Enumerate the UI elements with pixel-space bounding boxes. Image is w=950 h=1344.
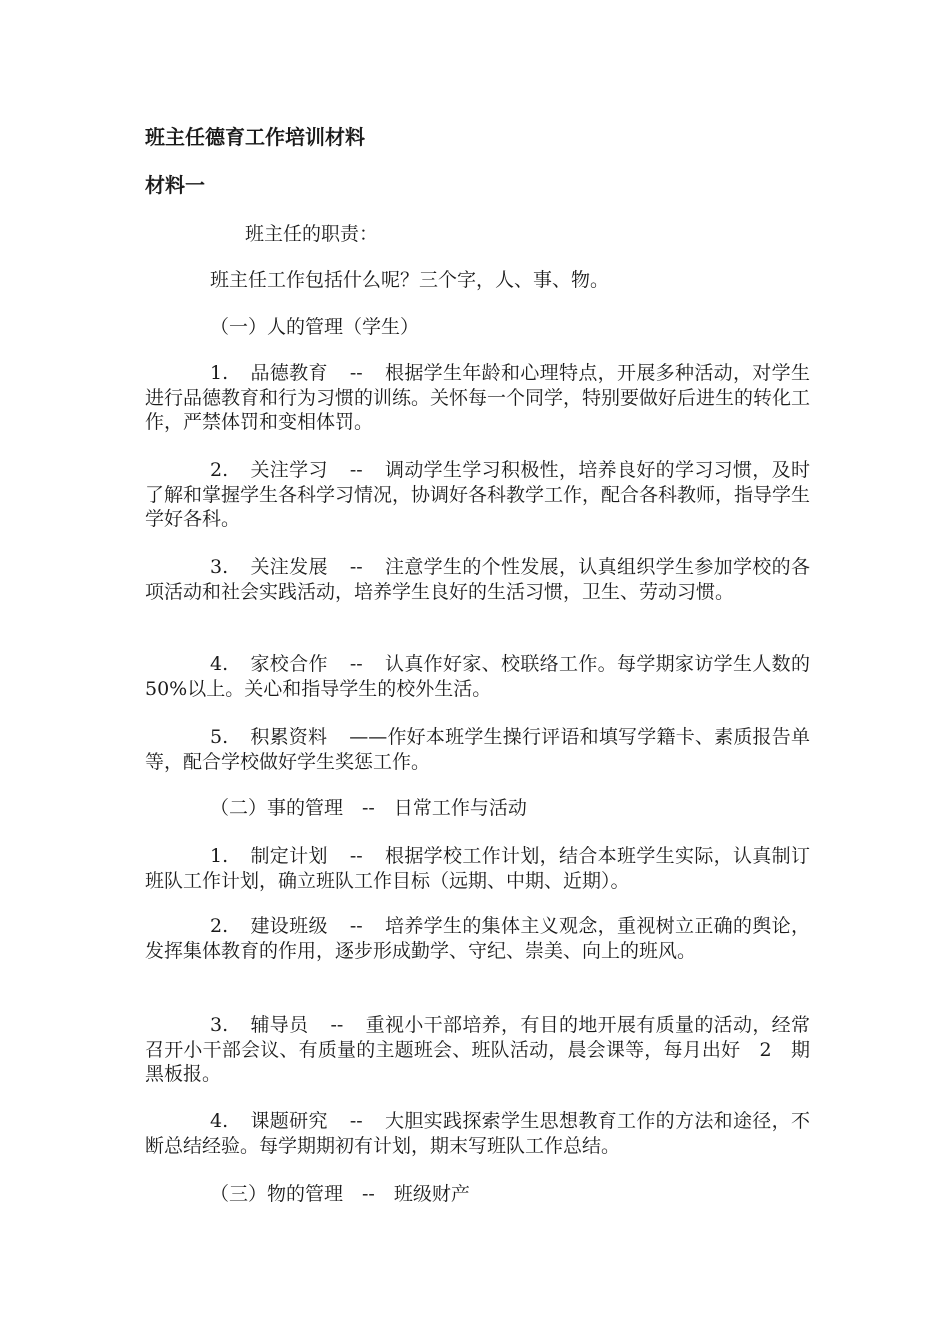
item-separator: -- [349,459,363,481]
list-item [145,652,829,701]
item-number: 5. [210,726,229,748]
list-item [145,1109,810,1158]
item-number: 1. [210,845,229,867]
item-separator: -- [349,362,363,384]
intro-line: 班主任的职责： [245,223,379,245]
item-text: 认真作好家、校联络工作。每学期家访学生人数的 50%以上。关心和指导学生的校外生活。 [145,653,829,700]
item-heading: 家校合作 [250,653,328,675]
document-title: 班主任德育工作培训材料 [145,125,365,149]
item-text: 根据学校工作计划，结合本班学生实际，认真制订班队工作计划，确立班队工作目标（远期、中期、近期）。 [145,845,810,892]
item-separator: -- [349,556,363,578]
list-item [145,1013,810,1087]
item-separator: -- [349,845,363,867]
list-item [145,725,810,774]
item-number: 3. [210,1014,229,1036]
item-text: 注意学生的个性发展，认真组织学生参加学校的各项活动和社会实践活动，培养学生良好的生活习惯，卫生、劳动习惯。 [145,556,810,603]
item-number: 4. [210,653,229,675]
section-heading: （一）人的管理（学生） [210,316,420,338]
list-item [145,555,810,604]
section-heading: （三）物的管理 -- 班级财产 [210,1183,470,1205]
item-number: 1. [210,362,229,384]
item-separator: -- [330,1014,344,1036]
item-text: 大胆实践探索学生思想教育工作的方法和途径，不断总结经验。每学期期初有计划，期末写班队工作总结。 [145,1110,810,1157]
item-number: 2. [210,459,229,481]
list-item [145,458,810,532]
item-heading: 关注学习 [250,459,328,481]
item-heading: 品德教育 [250,362,328,384]
item-heading: 积累资料 [250,726,328,748]
item-text: 重视小干部培养，有目的地开展有质量的活动，经常召开小干部会议、有质量的主题班会、班队活动，晨会课等，每月出好 2 期黑板报。 [145,1014,810,1085]
item-heading: 辅导员 [250,1014,309,1036]
item-text: 调动学生学习积极性，培养良好的学习习惯，及时了解和掌握学生各科学习情况，协调好各科教学工作，配合各科教师，指导学生学好各科。 [145,459,811,530]
item-text: 根据学生年龄和心理特点，开展多种活动，对学生进行品德教育和行为习惯的训练。关怀每一个同学，特别要做好后进生的转化工作，严禁体罚和变相体罚。 [145,362,811,433]
list-item [145,361,810,435]
item-heading: 建设班级 [250,915,328,937]
item-number: 4. [210,1110,229,1132]
list-item [145,914,810,963]
item-heading: 制定计划 [250,845,328,867]
item-heading: 关注发展 [250,556,328,578]
item-number: 3. [210,556,229,578]
summary-line: 班主任工作包括什么呢？三个字，人、事、物。 [210,269,610,291]
item-text: 培养学生的集体主义观念，重视树立正确的舆论，发挥集体教育的作用，逐步形成勤学、守纪、崇美、向上的班风。 [145,915,810,962]
item-separator: -- [349,653,363,675]
material-label: 材料一 [145,173,205,197]
list-item [145,844,810,893]
section-heading: （二）事的管理 -- 日常工作与活动 [210,797,527,819]
item-heading: 课题研究 [250,1110,328,1132]
item-text: ——作好本班学生操行评语和填写学籍卡、素质报告单等，配合学校做好学生奖惩工作。 [145,726,810,773]
item-number: 2. [210,915,229,937]
item-separator: -- [349,915,363,937]
item-separator: -- [349,1110,363,1132]
